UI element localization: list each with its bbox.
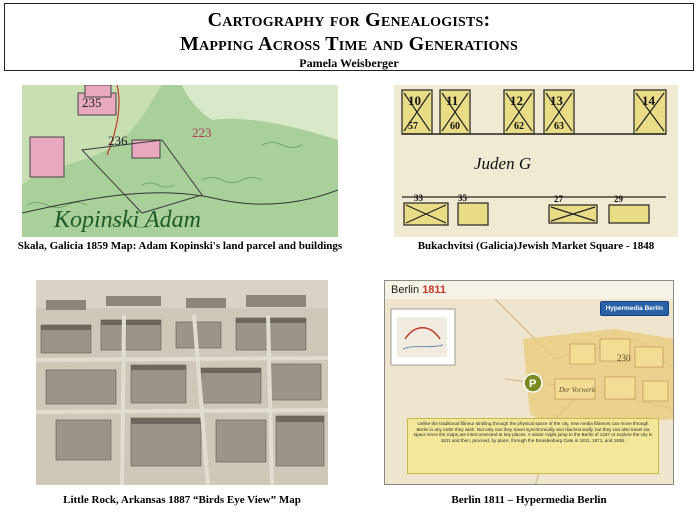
lot-27: 27 <box>554 194 563 204</box>
owner-handwriting: Kopinski Adam <box>54 207 201 233</box>
berlin-app-title <box>391 284 446 296</box>
berlin-app-screenshot <box>384 280 674 485</box>
skala-map-image <box>22 85 338 237</box>
caption-berlin: Berlin 1811 – Hypermedia Berlin <box>451 494 607 506</box>
author-name: Pamela Weisberger <box>299 56 399 70</box>
lot-57: 57 <box>408 121 418 132</box>
lot-29: 29 <box>614 194 623 204</box>
lot-63: 63 <box>554 121 564 132</box>
parcel-label-223: 223 <box>192 125 212 140</box>
lot-33: 33 <box>414 193 423 203</box>
lot-60: 60 <box>450 121 460 132</box>
title-line-1: Cartography for Genealogists: <box>207 9 491 31</box>
berlin-title-word: Berlin <box>391 284 420 296</box>
berlin-map-label-230: 230 <box>617 353 631 363</box>
bukachvitsi-map-image <box>394 85 678 237</box>
berlin-title-year: 1811 <box>422 284 447 296</box>
lot-10: 10 <box>408 93 421 108</box>
caption-skala: Skala, Galicia 1859 Map: Adam Kopinski's land parcel and buildings <box>17 240 343 252</box>
title-box <box>4 3 694 71</box>
hypermedia-berlin-button-label: Hypermedia Berlin <box>605 305 663 312</box>
parcel-label-236: 236 <box>108 133 128 148</box>
berlin-description-box <box>407 418 659 474</box>
hypermedia-berlin-button[interactable] <box>600 301 669 316</box>
lot-11: 11 <box>446 93 459 108</box>
lot-62: 62 <box>514 121 524 132</box>
caption-bukachvitsi: Bukachvitsi (Galicia)Jewish Market Square - 1848 <box>417 240 655 252</box>
caption-little-rock: Little Rock, Arkansas 1887 “Birds Eye View” Map <box>63 494 301 506</box>
lot-14: 14 <box>642 93 655 108</box>
lot-13: 13 <box>550 93 563 108</box>
lot-35: 35 <box>458 193 467 203</box>
berlin-marker-letter[interactable]: P <box>529 378 537 390</box>
little-rock-map-image <box>36 280 328 485</box>
berlin-map-label-vorwerk: Der Vorwerk <box>559 386 595 394</box>
berlin-description-text: Unlike the traditional flâneur strolling through the physical space of the city, new media flâneurs can move through Berlin in any order they wish. Not only can they travel synchronically and diachronically, but they can also travel via space since the maps are interconnected at key places. A visitor might jump to the Berlin of 1237 or explore the city in 1811 and then, proceed, by place, through the Brandenburg Gate in 1811, 1871, and 1936. <box>413 421 653 444</box>
title-line-2: Mapping Across Time and Generations <box>180 33 518 55</box>
market-label: Juden G <box>474 154 532 173</box>
lot-12: 12 <box>510 93 523 108</box>
parcel-label-235: 235 <box>82 95 102 110</box>
